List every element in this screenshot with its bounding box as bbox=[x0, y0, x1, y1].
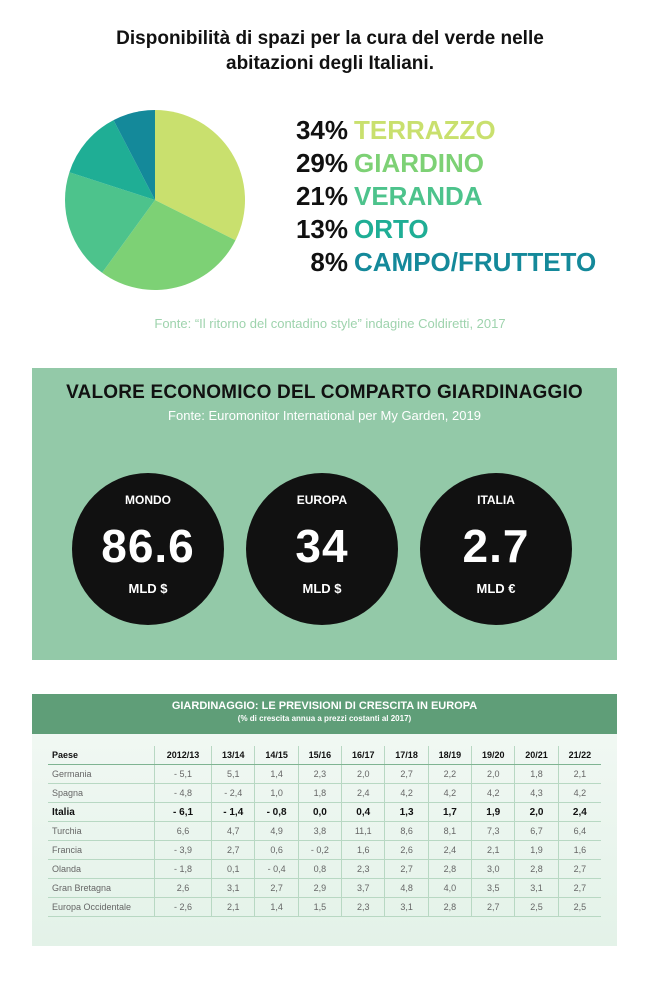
circle-unit: MLD € bbox=[476, 581, 516, 596]
table-cell-country: Europa Occidentale bbox=[48, 898, 155, 917]
table-row bbox=[48, 860, 601, 879]
table-cell: 2,1 bbox=[212, 898, 255, 917]
table-cell: 1,8 bbox=[515, 765, 558, 784]
table-cell: 2,5 bbox=[558, 898, 601, 917]
value-circle-europa bbox=[246, 473, 398, 625]
legend-label: TERRAZZO bbox=[354, 115, 496, 145]
economic-title: VALORE ECONOMICO DEL COMPARTO GIARDINAGGIO bbox=[66, 382, 583, 403]
table-cell-country: Gran Bretagna bbox=[48, 879, 155, 898]
table-cell: - 3,9 bbox=[155, 841, 212, 860]
table-cell: 3,5 bbox=[472, 879, 515, 898]
table-cell: 2,0 bbox=[515, 803, 558, 822]
legend-item bbox=[278, 180, 638, 213]
table-cell: - 2,4 bbox=[212, 784, 255, 803]
table-cell: 2,6 bbox=[385, 841, 428, 860]
table-cell: 2,7 bbox=[472, 898, 515, 917]
table-cell-country: Germania bbox=[48, 765, 155, 784]
table-cell-country: Italia bbox=[48, 803, 155, 822]
table-cell-country: Turchia bbox=[48, 822, 155, 841]
legend-label: VERANDA bbox=[354, 181, 483, 211]
legend-percent: 13% bbox=[295, 214, 348, 244]
table-cell: 2,3 bbox=[298, 765, 341, 784]
pie-legend bbox=[278, 114, 638, 279]
table-cell: 2,8 bbox=[428, 860, 471, 879]
table-cell: 1,8 bbox=[298, 784, 341, 803]
table-cell: 2,7 bbox=[385, 860, 428, 879]
table-cell: 2,8 bbox=[515, 860, 558, 879]
table-cell: 1,6 bbox=[558, 841, 601, 860]
table-cell: 6,7 bbox=[515, 822, 558, 841]
table-header-cell: 2012/13 bbox=[155, 746, 212, 765]
table-cell: 2,3 bbox=[342, 898, 385, 917]
table-header-cell: 15/16 bbox=[298, 746, 341, 765]
table-cell: 2,7 bbox=[212, 841, 255, 860]
legend-percent: 29% bbox=[295, 148, 348, 178]
table-cell: - 1,4 bbox=[212, 803, 255, 822]
circle-value: 86.6 bbox=[101, 520, 195, 572]
table-cell: 3,7 bbox=[342, 879, 385, 898]
table-cell: - 0,8 bbox=[255, 803, 298, 822]
table-header-cell: 14/15 bbox=[255, 746, 298, 765]
table-cell: - 0,2 bbox=[298, 841, 341, 860]
legend-item bbox=[278, 213, 638, 246]
table-cell: 7,3 bbox=[472, 822, 515, 841]
table-cell: 2,2 bbox=[428, 765, 471, 784]
table-cell: 4,7 bbox=[212, 822, 255, 841]
table-row bbox=[48, 841, 601, 860]
legend-percent: 8% bbox=[310, 247, 348, 277]
table-row bbox=[48, 898, 601, 917]
table-cell: 2,9 bbox=[298, 879, 341, 898]
title-line-2: abitazioni degli Italiani. bbox=[226, 53, 434, 74]
table-cell: 2,5 bbox=[515, 898, 558, 917]
table-header-cell: 20/21 bbox=[515, 746, 558, 765]
title-line-1: Disponibilità di spazi per la cura del verde nelle bbox=[116, 28, 544, 49]
table-cell: 2,1 bbox=[472, 841, 515, 860]
legend-label: GIARDINO bbox=[354, 148, 484, 178]
table-cell: 2,7 bbox=[385, 765, 428, 784]
value-circle-italia bbox=[420, 473, 572, 625]
table-cell: 2,7 bbox=[558, 860, 601, 879]
legend-label: ORTO bbox=[354, 214, 429, 244]
table-row bbox=[48, 879, 601, 898]
table-header-cell: 17/18 bbox=[385, 746, 428, 765]
legend-percent: 21% bbox=[295, 181, 348, 211]
table-cell: 2,7 bbox=[558, 879, 601, 898]
table-cell: 3,1 bbox=[212, 879, 255, 898]
table-row bbox=[48, 765, 601, 784]
table-cell: 3,1 bbox=[385, 898, 428, 917]
table-cell: 2,1 bbox=[558, 765, 601, 784]
table-cell: 0,1 bbox=[212, 860, 255, 879]
table-cell: - 0,4 bbox=[255, 860, 298, 879]
circle-region: ITALIA bbox=[477, 493, 515, 507]
value-circle-mondo bbox=[72, 473, 224, 625]
table-cell: 1,3 bbox=[385, 803, 428, 822]
table-cell: 2,0 bbox=[472, 765, 515, 784]
table-cell: 5,1 bbox=[212, 765, 255, 784]
circle-unit: MLD $ bbox=[302, 581, 342, 596]
table-cell: 4,0 bbox=[428, 879, 471, 898]
table-cell: 4,9 bbox=[255, 822, 298, 841]
table-cell: 1,4 bbox=[255, 898, 298, 917]
table-cell: 4,8 bbox=[385, 879, 428, 898]
table-cell: 3,8 bbox=[298, 822, 341, 841]
table-cell: 2,3 bbox=[342, 860, 385, 879]
table-cell: 4,3 bbox=[515, 784, 558, 803]
page-title bbox=[40, 26, 620, 76]
table-cell: 1,5 bbox=[298, 898, 341, 917]
table-cell: - 4,8 bbox=[155, 784, 212, 803]
table-cell: 4,2 bbox=[558, 784, 601, 803]
economic-source: Fonte: Euromonitor International per My Garden, 2019 bbox=[168, 408, 481, 423]
pie-source: Fonte: “Il ritorno del contadino style” indagine Coldiretti, 2017 bbox=[154, 316, 506, 331]
table-cell: 8,1 bbox=[428, 822, 471, 841]
economic-panel bbox=[32, 368, 617, 660]
table-cell: 0,4 bbox=[342, 803, 385, 822]
table-header-cell: 19/20 bbox=[472, 746, 515, 765]
legend-percent: 34% bbox=[295, 115, 348, 145]
table-cell-country: Olanda bbox=[48, 860, 155, 879]
circle-unit: MLD $ bbox=[128, 581, 168, 596]
table-cell: 4,2 bbox=[428, 784, 471, 803]
table-cell: 0,0 bbox=[298, 803, 341, 822]
table-header-row bbox=[48, 746, 601, 765]
table-cell: 2,7 bbox=[255, 879, 298, 898]
growth-table bbox=[48, 746, 601, 917]
table-cell-country: Francia bbox=[48, 841, 155, 860]
table-cell: 4,2 bbox=[385, 784, 428, 803]
table-cell: - 6,1 bbox=[155, 803, 212, 822]
table-cell: 2,4 bbox=[428, 841, 471, 860]
legend-label: CAMPO/FRUTTETO bbox=[354, 247, 597, 277]
growth-table-header bbox=[32, 694, 617, 734]
table-cell: 3,0 bbox=[472, 860, 515, 879]
table-cell: 0,8 bbox=[298, 860, 341, 879]
legend-item bbox=[278, 246, 638, 279]
table-cell: 2,0 bbox=[342, 765, 385, 784]
table-cell: - 5,1 bbox=[155, 765, 212, 784]
table-cell: 4,2 bbox=[472, 784, 515, 803]
table-row bbox=[48, 803, 601, 822]
table-cell: 8,6 bbox=[385, 822, 428, 841]
table-cell: 6,4 bbox=[558, 822, 601, 841]
table-cell: 1,7 bbox=[428, 803, 471, 822]
table-cell: 0,6 bbox=[255, 841, 298, 860]
table-cell: 3,1 bbox=[515, 879, 558, 898]
legend-item bbox=[278, 114, 638, 147]
growth-table-title: GIARDINAGGIO: LE PREVISIONI DI CRESCITA IN EUROPA bbox=[171, 700, 478, 712]
circle-region: MONDO bbox=[125, 493, 171, 507]
table-row bbox=[48, 784, 601, 803]
table-header-cell: 21/22 bbox=[558, 746, 601, 765]
table-cell: 2,8 bbox=[428, 898, 471, 917]
circle-region: EUROPA bbox=[296, 493, 348, 507]
table-header-cell: Paese bbox=[48, 746, 155, 765]
table-cell: - 2,6 bbox=[155, 898, 212, 917]
circle-value: 34 bbox=[295, 520, 349, 572]
table-cell: 1,6 bbox=[342, 841, 385, 860]
table-cell: 1,9 bbox=[472, 803, 515, 822]
table-cell: 1,4 bbox=[255, 765, 298, 784]
table-cell: 2,6 bbox=[155, 879, 212, 898]
table-cell: 1,0 bbox=[255, 784, 298, 803]
table-row bbox=[48, 822, 601, 841]
table-header-cell: 16/17 bbox=[342, 746, 385, 765]
table-cell: 6,6 bbox=[155, 822, 212, 841]
table-cell: 11,1 bbox=[342, 822, 385, 841]
growth-table-panel bbox=[32, 694, 617, 946]
table-cell-country: Spagna bbox=[48, 784, 155, 803]
circle-value: 2.7 bbox=[462, 520, 530, 572]
table-cell: 1,9 bbox=[515, 841, 558, 860]
table-header-cell: 18/19 bbox=[428, 746, 471, 765]
table-cell: - 1,8 bbox=[155, 860, 212, 879]
table-cell: 2,4 bbox=[342, 784, 385, 803]
table-header-cell: 13/14 bbox=[212, 746, 255, 765]
legend-item bbox=[278, 147, 638, 180]
pie-chart bbox=[55, 100, 255, 300]
growth-table-subtitle: (% di crescita annua a prezzi costanti al 2017) bbox=[237, 714, 412, 723]
table-cell: 2,4 bbox=[558, 803, 601, 822]
